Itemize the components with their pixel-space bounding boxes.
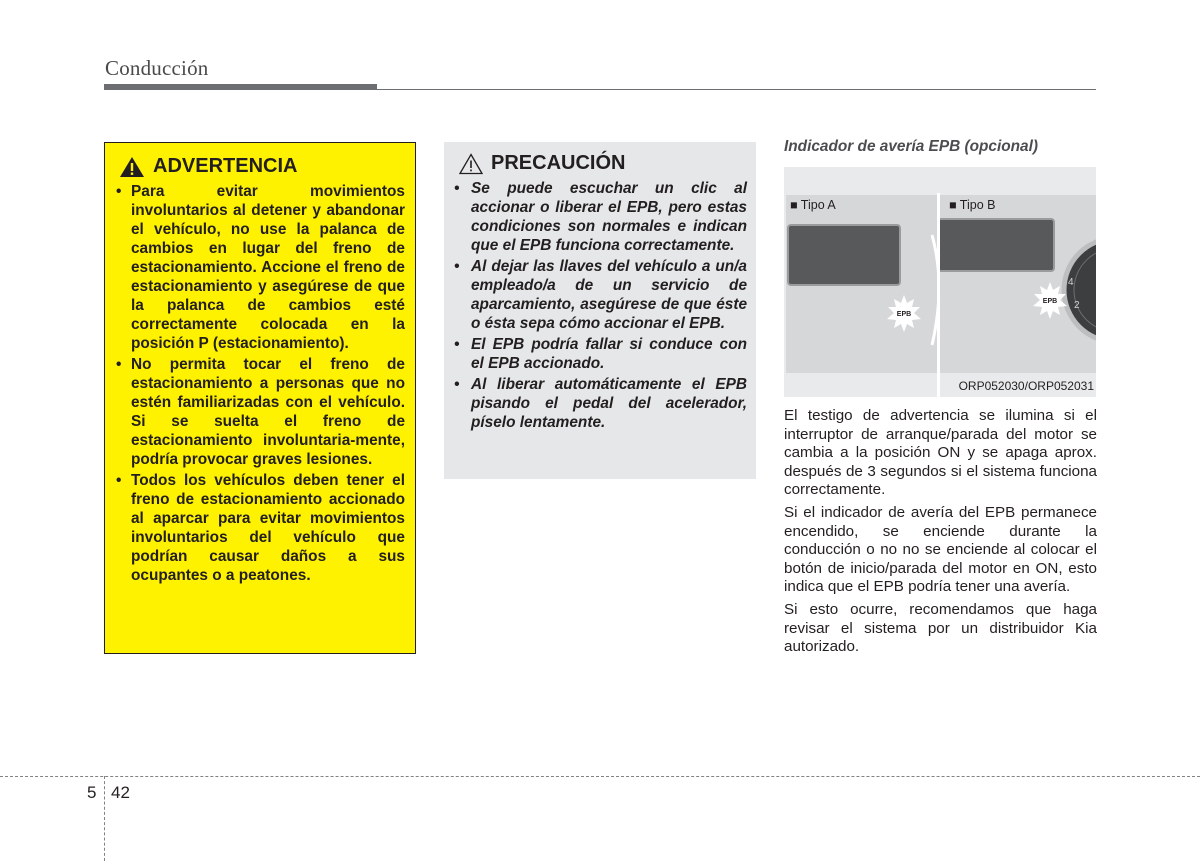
caution-box (444, 142, 756, 479)
chapter-number: 5 (87, 783, 97, 802)
figure-divider (937, 193, 940, 397)
body-paragraph: Si esto ocurre, recomendamos que haga revisar el sistema por un distribuidor Kia autorizado. (784, 600, 1097, 656)
body-paragraph: El testigo de advertencia se ilumina si el interruptor de arranque/parada del motor se cambia a la posición ON y se apaga aprox. después de 3 segundos si el sistema funciona correctamente. (784, 407, 1097, 499)
warning-item: • Para evitar movimientos involuntarios al detener y abandonar el vehículo, no use la palanca de cambios en lugar del freno de estacionamiento. Accione el freno de estacionamiento y asegúrese de que la palanca de cambios esté correctamente colocada en la posición P (estacionamiento). (115, 182, 405, 353)
warning-item: • Todos los vehículos deben tener el freno de estacionamiento accionado al aparcar para evitar movimientos involuntarios del vehículo que podrían causar daños a sus ocupantes o a peatones. (115, 471, 405, 585)
cluster-panel-type-b (940, 195, 1096, 373)
epb-indicator-label-b: EPB (1042, 298, 1058, 305)
cluster-panel-type-a (786, 195, 937, 373)
warning-triangle-icon (119, 156, 145, 178)
cluster-illustration-a (786, 195, 937, 373)
caution-item: • Al liberar automáticamente el EPB pisando el pedal del acelerador, píselo lentamente. (453, 375, 747, 432)
caution-triangle-icon (459, 153, 483, 175)
figure-code: ORP052030/ORP052031 (958, 379, 1094, 393)
caution-item: • Se puede escuchar un clic al accionar o liberar el EPB, pero estas condiciones son normales e indican que el EPB funciona correctamente. (453, 179, 747, 255)
right-column (784, 138, 1097, 661)
caution-title-text: PRECAUCIÓN (491, 152, 626, 174)
svg-text:4: 4 (1068, 277, 1074, 288)
svg-text:2: 2 (1074, 300, 1080, 311)
warning-title-text: ADVERTENCIA (153, 155, 298, 177)
section-heading: Indicador de avería EPB (opcional) (784, 138, 1039, 155)
figure-label-type-b: ■ Tipo B (949, 198, 996, 212)
footer-vertical-rule (104, 776, 105, 861)
warning-box (104, 142, 416, 654)
figure-label-type-a: ■ Tipo A (790, 198, 836, 212)
page-number: 42 (111, 783, 130, 802)
header-rule-thin (104, 89, 1096, 90)
warning-item: • No permita tocar el freno de estacionamiento a personas que no estén familiarizadas con el vehículo. Si se suelta el freno de estacionamiento involuntaria-mente, podría provocar graves lesiones. (115, 355, 405, 469)
caution-item: • Al dejar las llaves del vehículo a un/a empleado/a de un servicio de aparcamiento, asegúrese de que éste o ésta sepa cómo accionar el EPB. (453, 257, 747, 333)
warning-list (115, 182, 405, 585)
caution-item: • El EPB podría fallar si conduce con el EPB accionado. (453, 335, 747, 373)
page-section-title: Conducción (105, 56, 209, 80)
body-paragraph: Si el indicador de avería del EPB permanece encendido, se enciende durante la conducción o no no se enciende al colocar el botón de inicio/parada del motor en ON, esto indica que el EPB podría tener una avería. (784, 503, 1097, 596)
warning-title (119, 155, 405, 178)
footer-rule (0, 776, 1200, 777)
epb-indicator-label-a: EPB (896, 311, 912, 318)
caution-list (453, 179, 747, 432)
caution-title (459, 152, 747, 175)
epb-indicator-figure (784, 167, 1096, 397)
cluster-illustration-b (940, 195, 1096, 373)
